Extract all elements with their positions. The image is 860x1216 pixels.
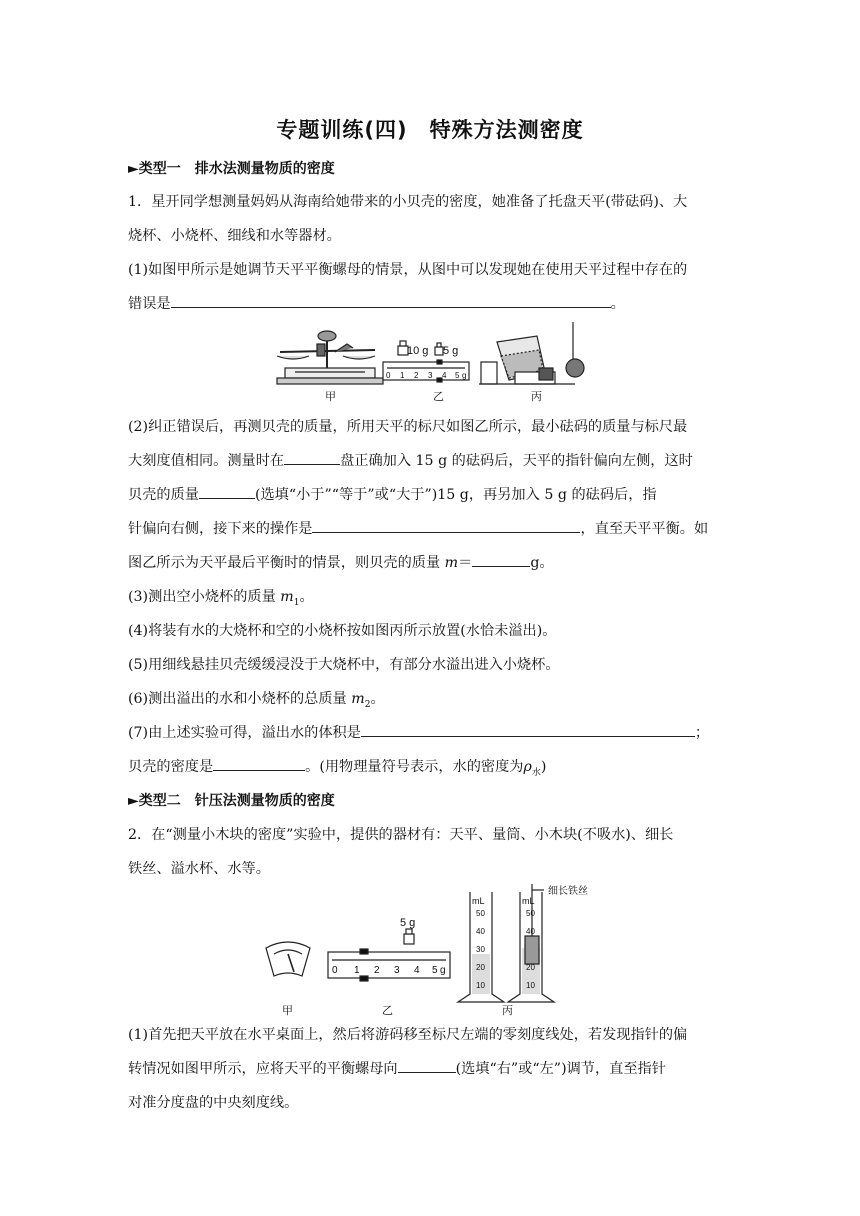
text: ； (694, 725, 710, 741)
cyl1-tick-20: 20 (476, 963, 485, 972)
figure-label-bing: 丙 (502, 1005, 513, 1016)
answer-blank[interactable] (213, 756, 305, 771)
q1-p2-line5 (128, 552, 733, 572)
ruler-tick-5: 5 (455, 371, 460, 380)
overflow-beakers-diagram (479, 322, 584, 384)
text: 贝壳的质量 (128, 487, 199, 503)
ruler-tick-4: 4 (414, 965, 420, 976)
subscript: 2 (364, 699, 371, 710)
q1-p7-line1 (128, 722, 733, 742)
subscript: 1 (293, 597, 300, 608)
q2-p1-line3: 对准分度盘的中央刻度线。 (128, 1095, 299, 1111)
q1-p2-line2 (128, 450, 733, 470)
cyl2-tick-20: 20 (526, 963, 535, 972)
figure-label-yi: 乙 (382, 1005, 393, 1016)
ruler-tick-4: 4 (442, 371, 447, 380)
text: ＝ (458, 555, 473, 571)
ruler-tick-5: 5 (432, 965, 438, 976)
ruler-tick-1: 1 (400, 371, 405, 380)
cyl2-tick-50: 50 (526, 909, 535, 918)
answer-blank[interactable] (398, 1058, 456, 1073)
figure-label-jia: 甲 (325, 391, 336, 403)
q1-p2-line3 (128, 484, 733, 504)
cylinder-unit-1: mL (472, 896, 485, 906)
text: (6)测出溢出的水和小烧杯的总质量 (128, 691, 352, 707)
text: ，直至天平平衡。如 (580, 521, 709, 537)
text: 。 (610, 296, 625, 312)
answer-blank[interactable] (361, 722, 695, 737)
cyl1-tick-40: 40 (476, 927, 485, 936)
page-title: 专题训练(四) 特殊方法测密度 (276, 118, 584, 142)
cyl2-tick-40: 40 (526, 927, 535, 936)
symbol-m: m (280, 589, 294, 605)
q1-p2-line1: (2)纠正错误后，再测贝壳的质量，所用天平的标尺如图乙所示，最小砝码的质量与标尺最 (128, 419, 688, 435)
weight-10g-label: 10 g (407, 345, 429, 357)
answer-blank[interactable] (472, 552, 530, 567)
cyl1-tick-10: 10 (476, 981, 485, 990)
section-label: 类型二 针压法测量物质的密度 (138, 793, 335, 809)
figure-label-yi: 乙 (433, 391, 444, 403)
q1-p2-line4 (128, 518, 733, 538)
ruler-tick-3: 3 (428, 371, 433, 380)
section-marker: ► (128, 161, 139, 177)
answer-blank[interactable] (312, 518, 580, 533)
q1-p1-line1: (1)如图甲所示是她调节天平平衡螺母的情景，从图中可以发现她在使用天平过程中存在的 (128, 262, 688, 278)
text: 错误是 (128, 296, 171, 312)
figure-label-jia: 甲 (282, 1005, 293, 1016)
wire-label: 细长铁丝 (548, 886, 588, 897)
text: 贝壳的密度是 (128, 759, 214, 775)
text: 大刻度值相同。测量时在 (128, 453, 285, 469)
symbol-m: m (444, 555, 459, 571)
q2-p1-line2 (128, 1058, 733, 1078)
text: (3)测出空小烧杯的质量 (128, 589, 281, 605)
ruler-tick-3: 3 (394, 965, 400, 976)
weight-5g-label: 5 g (400, 917, 416, 929)
answer-blank[interactable] (199, 484, 255, 499)
section-heading-1 (128, 158, 335, 178)
text: 。 (370, 691, 385, 707)
q1-p6 (128, 688, 733, 710)
ruler-tick-2: 2 (374, 965, 380, 976)
section-marker: ► (128, 793, 139, 809)
ruler-tick-1: 1 (354, 965, 360, 976)
text: (选填“小于”“等于”或“大于”)15 g，再另加入 5 g 的砝码后，指 (254, 487, 657, 503)
cylinder-unit-2: mL (522, 896, 535, 906)
answer-blank[interactable] (171, 293, 611, 308)
q2-p1-line1: (1)首先把天平放在水平桌面上，然后将游码移至标尺左端的零刻度线处，若发现指针的偏 (128, 1027, 688, 1043)
text: 。 (299, 589, 314, 605)
text: 。(用物理量符号表示，水的密度为 (305, 759, 524, 775)
subscript: 水 (531, 767, 541, 778)
cyl1-tick-30: 30 (476, 945, 485, 954)
text: (选填“右”或“左”)调节，直至指针 (455, 1061, 666, 1077)
q1-p4: (4)将装有水的大烧杯和空的小烧杯按如图丙所示放置(水恰未溢出)。 (128, 623, 557, 639)
ruler-tick-0: 0 (386, 371, 391, 380)
text: 转情况如图甲所示，应将天平的平衡螺母向 (128, 1061, 398, 1077)
q1-p7-line2 (128, 756, 733, 778)
weight-5g-label: 5 g (443, 345, 459, 357)
ruler-tick-2: 2 (414, 371, 419, 380)
q2-intro-line2: 铁丝、溢水杯、水等。 (128, 861, 270, 877)
q1-intro-line2: 烧杯、小烧杯、细线和水等器材。 (128, 228, 341, 244)
ruler-unit: g (462, 371, 467, 380)
cyl1-tick-50: 50 (476, 909, 485, 918)
figure-label-bing: 丙 (531, 391, 542, 403)
ruler-unit: g (440, 965, 446, 976)
q1-p3 (128, 586, 733, 608)
figure-1-balance-setup (275, 322, 585, 404)
section-label: 类型一 排水法测量物质的密度 (138, 161, 335, 177)
text: 针偏向右侧，接下来的操作是 (128, 521, 313, 537)
symbol-rho: ρ (523, 759, 532, 775)
text: ) (540, 759, 547, 775)
cyl2-tick-10: 10 (526, 981, 535, 990)
text: 盘正确加入 15 g 的砝码后，天平的指针偏向左侧，这时 (340, 453, 693, 469)
q1-p1-line2 (128, 293, 733, 313)
balance-scale-diagram (277, 331, 383, 384)
ruler-tick-0: 0 (332, 965, 338, 976)
balance-dial-diagram (266, 942, 310, 976)
text: g。 (530, 555, 554, 571)
q2-intro-line1: 2．在“测量小木块的密度”实验中，提供的器材有：天平、量筒、小木块(不吸水)、细长 (128, 827, 674, 843)
section-heading-2 (128, 790, 335, 810)
figure-2-measurement-setup (262, 884, 642, 1016)
q1-p5: (5)用细线悬挂贝壳缓缓浸没于大烧杯中，有部分水溢出进入小烧杯。 (128, 657, 560, 673)
text: (7)由上述实验可得，溢出水的体积是 (128, 725, 361, 741)
answer-blank[interactable] (284, 450, 340, 465)
symbol-m: m (351, 691, 365, 707)
q1-intro-line1: 1．星开同学想测量妈妈从海南给她带来的小贝壳的密度，她准备了托盘天平(带砝码)、大 (128, 194, 688, 210)
text: 图乙所示为天平最后平衡时的情景，则贝壳的质量 (128, 555, 445, 571)
